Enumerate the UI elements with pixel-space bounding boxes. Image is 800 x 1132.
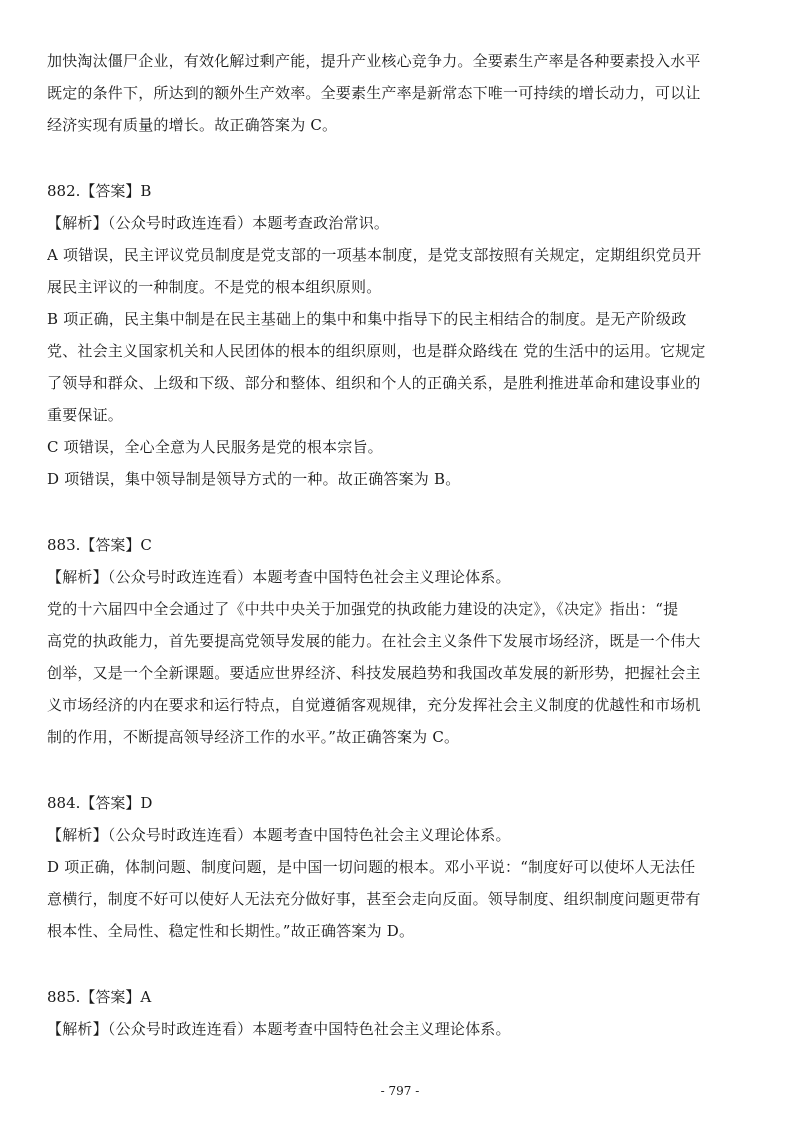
intro-paragraph — [47, 45, 757, 141]
answer-heading: 883.【答案】C — [47, 536, 152, 554]
analysis-line: 【解析】（公众号时政连连看）本题考查中国特色社会主义理论体系。 — [47, 1020, 511, 1038]
answer-heading: 884.【答案】D — [47, 794, 153, 812]
text-line: C 项错误，全心全意为人民服务是党的根本宗旨。 — [47, 438, 383, 456]
question-884 — [47, 787, 757, 947]
question-883 — [47, 529, 757, 753]
text-line: 加快淘汰僵尸企业，有效化解过剩产能，提升产业核心竞争力。全要素生产率是各种要素投入水平 — [47, 52, 701, 70]
text-line: D 项错误，集中领导制是领导方式的一种。故正确答案为 B。 — [47, 470, 461, 488]
text-line: 高党的执政能力，首先要提高党领导发展的能力。在社会主义条件下发展市场经济，既是一个伟大 — [47, 632, 701, 650]
text-line: B 项正确，民主集中制是在民主基础上的集中和集中指导下的民主相结合的制度。是无产阶级政 — [47, 310, 687, 328]
text-line: 既定的条件下，所达到的额外生产效率。全要素生产率是新常态下唯一可持续的增长动力，可以让 — [47, 84, 701, 102]
text-line: 义市场经济的内在要求和运行特点，自觉遵循客观规律，充分发挥社会主义制度的优越性和市场机 — [47, 696, 701, 714]
analysis-line: 【解析】（公众号时政连连看）本题考查政治常识。 — [47, 214, 390, 232]
page-number: - 797 - — [380, 1084, 420, 1098]
text-line: 了领导和群众、上级和下级、部分和整体、组织和个人的正确关系，是胜利推进革命和建设事业的 — [47, 374, 701, 392]
text-line: 创举，又是一个全新课题。要适应世界经济、科技发展趋势和我国改革发展的新形势，把握社会主 — [47, 664, 701, 682]
question-885 — [47, 981, 757, 1045]
analysis-line: 【解析】（公众号时政连连看）本题考查中国特色社会主义理论体系。 — [47, 568, 511, 586]
answer-heading: 882.【答案】B — [47, 182, 152, 200]
question-882 — [47, 175, 757, 495]
document-page — [47, 45, 757, 1045]
text-line: 经济实现有质量的增长。故正确答案为 C。 — [47, 116, 338, 134]
text-line: 党、社会主义国家机关和人民团体的根本的组织原则，也是群众路线在 党的生活中的运用。它规定 — [47, 342, 706, 360]
text-line: 展民主评议的一种制度。不是党的根本组织原则。 — [47, 278, 382, 296]
text-line: D 项正确，体制问题、制度问题，是中国一切问题的根本。邓小平说：“制度好可以使坏人无法任 — [47, 858, 696, 876]
text-line: 根本性、全局性、稳定性和长期性。”故正确答案为 D。 — [47, 922, 415, 940]
text-line: A 项错误，民主评议党员制度是党支部的一项基本制度，是党支部按照有关规定，定期组织党员开 — [47, 246, 702, 264]
text-line: 制的作用，不断提高领导经济工作的水平。”故正确答案为 C。 — [47, 728, 460, 746]
analysis-line: 【解析】（公众号时政连连看）本题考查中国特色社会主义理论体系。 — [47, 826, 511, 844]
answer-heading: 885.【答案】A — [47, 988, 152, 1006]
text-line: 意横行，制度不好可以使好人无法充分做好事，甚至会走向反面。领导制度、组织制度问题更带有 — [47, 890, 701, 908]
text-line: 重要保证。 — [47, 406, 124, 424]
text-line: 党的十六届四中全会通过了《中共中央关于加强党的执政能力建设的决定》，《决定》指出：“提 — [47, 600, 679, 618]
